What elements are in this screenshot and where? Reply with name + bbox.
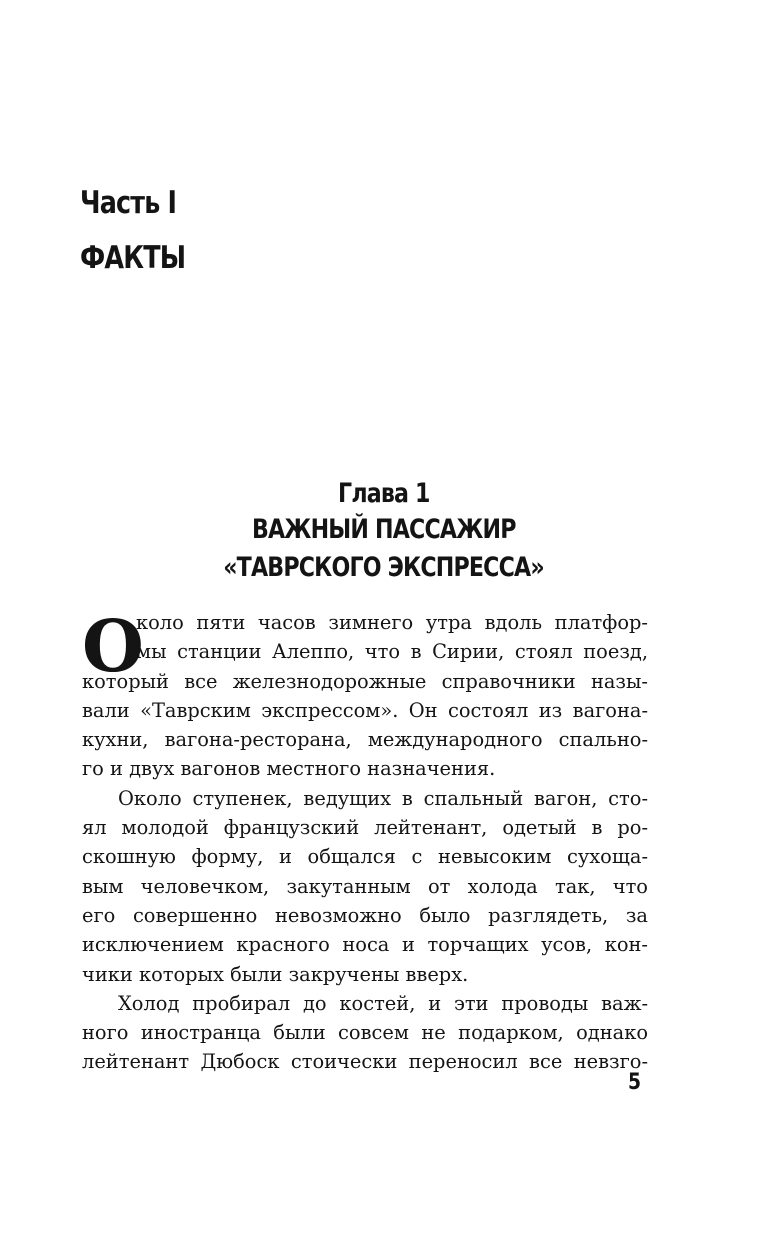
text-line: Холод пробирал до костей, и эти проводы важ- — [118, 991, 648, 1015]
text-line: вым человечком, закутанным от холода так, что — [82, 874, 648, 898]
chapter-title-line-1-text: ВАЖНЫЙ ПАССАЖИР — [252, 514, 516, 545]
part-number: Часть I — [80, 185, 177, 221]
chapter-title-line-1 — [0, 516, 768, 543]
paragraph-3 — [82, 989, 648, 1077]
text-line: мы станции Алеппо, что в Сирии, стоял поезд, — [136, 640, 648, 664]
text-line: который все железнодорожные справочники назы- — [82, 669, 648, 693]
text-line: исключением красного носа и торчащих усов, кон- — [82, 933, 648, 957]
text-line: чики которых были закручены вверх. — [82, 962, 469, 986]
paragraph-1 — [82, 604, 648, 784]
text-line: лейтенант Дюбоск стоически переносил все невзго- — [82, 1050, 648, 1074]
part-title: ФАКТЫ — [80, 240, 186, 276]
drop-cap: О — [82, 604, 144, 688]
paragraph-2 — [82, 784, 648, 989]
text-line: Около ступенек, ведущих в спальный вагон, сто- — [118, 786, 648, 810]
text-line: ного иностранца были совсем не подарком, однако — [82, 1021, 648, 1045]
chapter-number-text: Глава 1 — [338, 478, 430, 509]
text-line: коло пяти часов зимнего утра вдоль платфор- — [136, 611, 648, 634]
text-line: его совершенно невозможно было разглядеть, за — [82, 903, 648, 927]
text-line: го и двух вагонов местного назначения. — [82, 757, 496, 781]
text-line: вали «Таврским экспрессом». Он состоял из вагона- — [82, 698, 648, 722]
chapter-title-line-2 — [0, 554, 768, 581]
chapter-title-line-2-text: «ТАВРСКОГО ЭКСПРЕССА» — [223, 552, 545, 583]
page-number: 5 — [628, 1070, 642, 1095]
body-text — [82, 604, 648, 1077]
chapter-number — [0, 480, 768, 507]
text-line: ял молодой французский лейтенант, одетый в ро- — [82, 816, 648, 840]
text-line: скошную форму, и общался с невысоким сухоща- — [82, 845, 648, 869]
text-line: кухни, вагона-ресторана, международного спально- — [82, 728, 648, 752]
